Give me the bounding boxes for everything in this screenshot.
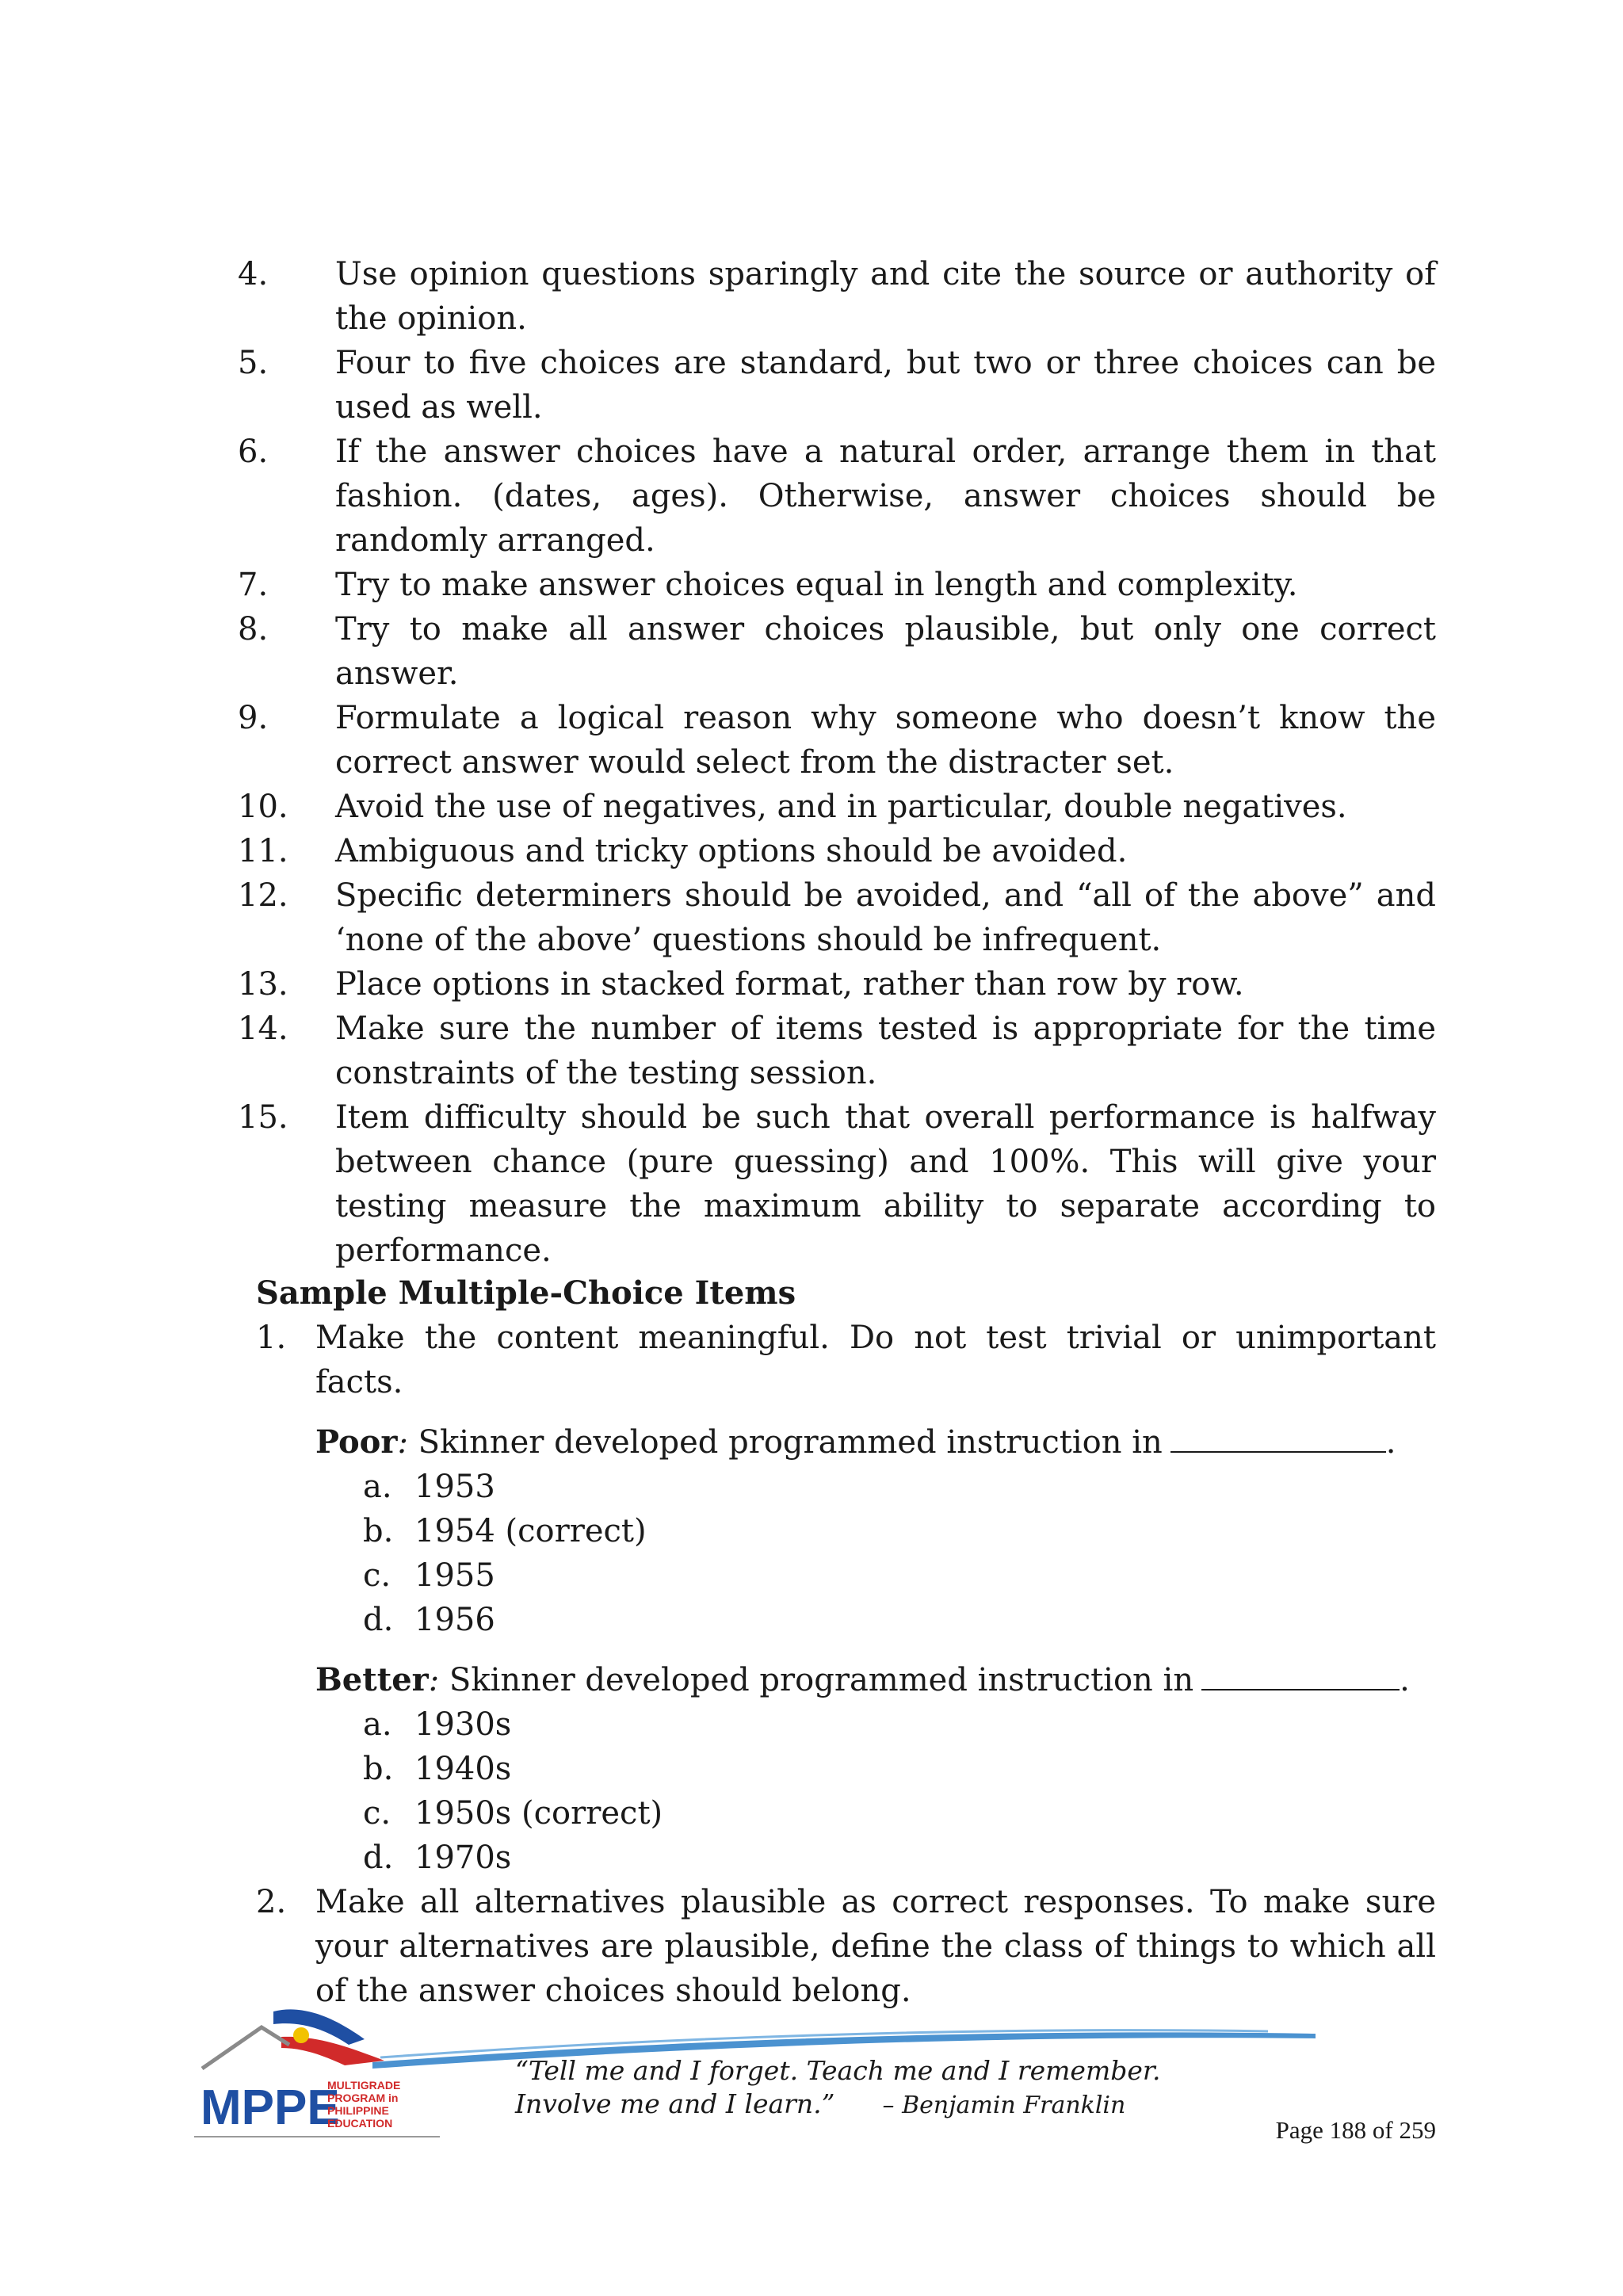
- guideline-number: 7.: [238, 567, 269, 603]
- option-letter: a.: [363, 1706, 392, 1743]
- poor-colon: :: [397, 1424, 408, 1461]
- quote-author: – Benjamin Franklin: [882, 2092, 1126, 2119]
- guideline-text: Ambiguous and tricky options should be avoided.: [335, 833, 1128, 869]
- option-letter: b.: [363, 1513, 394, 1549]
- guideline-number: 9.: [238, 700, 269, 736]
- option-text: 1970s: [414, 1839, 512, 1876]
- guideline-number: 15.: [238, 1099, 288, 1136]
- logo-sub-line-2: PROGRAM in: [327, 2092, 399, 2104]
- guideline-text: Make sure the number of items tested is appropriate for the time constraints of the testing session.: [335, 1010, 1436, 1091]
- option-text: 1955: [414, 1557, 495, 1594]
- quote-line-2-wrap: [515, 2088, 1161, 2122]
- option-letter: c.: [363, 1557, 391, 1594]
- quote-line-1: “Tell me and I forget. Teach me and I remember.: [515, 2055, 1161, 2086]
- guideline-number: 14.: [238, 1010, 288, 1047]
- guideline-text: Try to make answer choices equal in length and complexity.: [335, 567, 1298, 603]
- option-text: 1950s (correct): [414, 1795, 663, 1832]
- sample-item-number: 2.: [256, 1884, 287, 1920]
- option-letter: d.: [363, 1839, 394, 1876]
- guideline-text: Try to make all answer choices plausible, but only one correct answer.: [335, 611, 1436, 692]
- section-heading: Sample Multiple-Choice Items: [256, 1274, 796, 1312]
- guideline-text: Specific determiners should be avoided, and “all of the above” and ‘none of the above’ questions should be infrequent.: [335, 877, 1436, 958]
- guideline-text: Item difficulty should be such that overall performance is halfway between chance (pure guessing) and 100%. This will give your testing measure the maximum ability to separate according to performance.: [335, 1099, 1436, 1269]
- guideline-text: Four to five choices are standard, but two or three choices can be used as well.: [335, 345, 1436, 426]
- quote-line-2: Involve me and I learn.”: [515, 2088, 835, 2119]
- option-letter: d.: [363, 1602, 394, 1638]
- mppe-logo: [186, 2004, 448, 2146]
- guideline-number: 11.: [238, 833, 288, 869]
- option-text: 1956: [414, 1602, 495, 1638]
- sample-item-number: 1.: [256, 1320, 287, 1356]
- better-label: Better: [315, 1661, 429, 1698]
- sample-item-text: Make the content meaningful. Do not test trivial or unimportant facts.: [315, 1320, 1436, 1400]
- poor-end: .: [1385, 1424, 1396, 1461]
- guideline-text: Formulate a logical reason why someone who doesn’t know the correct answer would select from the distracter set.: [335, 700, 1436, 781]
- logo-main-text: MPPE: [200, 2080, 340, 2135]
- option-letter: c.: [363, 1795, 391, 1832]
- logo-sub-line-3: PHILIPPINE: [327, 2104, 389, 2117]
- guideline-number: 5.: [238, 345, 269, 381]
- page-number: Page 188 of 259: [1275, 2116, 1436, 2144]
- guideline-text: Place options in stacked format, rather than row by row.: [335, 966, 1244, 1003]
- better-colon: :: [428, 1662, 440, 1698]
- sample-item-text: Make all alternatives plausible as correct responses. To make sure your alternatives are plausible, define the class of things to which all of the answer choices should belong.: [315, 1884, 1436, 2009]
- option-text: 1930s: [414, 1706, 512, 1743]
- footer-quote: [515, 2054, 1161, 2122]
- option-text: 1940s: [414, 1751, 512, 1787]
- option-text: 1953: [414, 1469, 495, 1505]
- guideline-number: 6.: [238, 434, 269, 470]
- poor-stem: Skinner developed programmed instruction in: [407, 1424, 1163, 1461]
- option-letter: a.: [363, 1469, 392, 1505]
- guideline-number: 4.: [238, 256, 269, 292]
- guideline-text: If the answer choices have a natural order, arrange them in that fashion. (dates, ages). Otherwise, answer choices should be randomly arranged.: [335, 434, 1436, 559]
- guideline-number: 13.: [238, 966, 288, 1003]
- poor-label: Poor: [315, 1423, 398, 1461]
- logo-sub-line-4: EDUCATION: [327, 2117, 393, 2130]
- guideline-text: Use opinion questions sparingly and cite the source or authority of the opinion.: [335, 256, 1436, 337]
- better-end: .: [1400, 1662, 1410, 1698]
- option-text: 1954 (correct): [414, 1513, 647, 1549]
- guideline-text: Avoid the use of negatives, and in particular, double negatives.: [335, 789, 1347, 825]
- logo-sub-line-1: MULTIGRADE: [327, 2079, 401, 2092]
- guideline-number: 8.: [238, 611, 269, 648]
- better-stem: Skinner developed programmed instruction in: [439, 1662, 1194, 1698]
- option-letter: b.: [363, 1751, 394, 1787]
- guideline-number: 12.: [238, 877, 288, 914]
- guideline-number: 10.: [238, 789, 288, 825]
